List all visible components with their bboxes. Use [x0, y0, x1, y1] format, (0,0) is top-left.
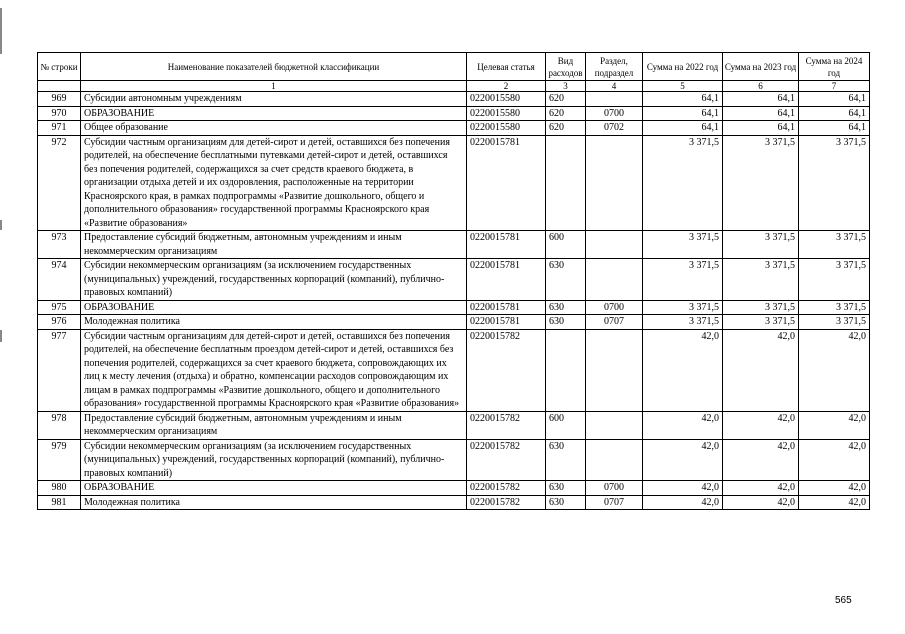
row-number-cell: 971	[38, 121, 81, 136]
row-target-cell: 0220015781	[467, 135, 546, 231]
scan-edge-mark	[0, 8, 2, 54]
row-number-cell: 969	[38, 92, 81, 107]
table-row	[38, 481, 870, 496]
row-sum-2022-cell: 42,0	[643, 495, 723, 510]
table-row	[38, 106, 870, 121]
row-sum-2022-cell: 64,1	[643, 106, 723, 121]
row-sum-2023-cell: 3 371,5	[723, 315, 799, 330]
row-name-cell: Субсидии некоммерческим организациям (за исключением государственных (муниципальных) учреждений, государственных корпораций (компаний), публично-правовых компаний)	[81, 259, 467, 301]
row-sum-2023-cell: 42,0	[723, 481, 799, 496]
row-sum-2023-cell: 3 371,5	[723, 135, 799, 231]
table-row	[38, 121, 870, 136]
page-number: 565	[835, 595, 852, 606]
row-name-cell: ОБРАЗОВАНИЕ	[81, 106, 467, 121]
row-kind-cell: 630	[546, 259, 586, 301]
table-row	[38, 439, 870, 481]
column-index-cell: 6	[723, 81, 799, 92]
row-section-cell	[586, 439, 643, 481]
row-kind-cell: 630	[546, 481, 586, 496]
table-row	[38, 259, 870, 301]
table-row	[38, 300, 870, 315]
header-sum-2023: Сумма на 2023 год	[723, 53, 799, 81]
scan-edge-mark	[0, 330, 2, 342]
column-index-cell: 2	[467, 81, 546, 92]
header-section: Раздел, подраздел	[586, 53, 643, 81]
table-header-row	[38, 53, 870, 81]
row-kind-cell	[546, 329, 586, 411]
row-sum-2023-cell: 3 371,5	[723, 259, 799, 301]
row-sum-2023-cell: 3 371,5	[723, 300, 799, 315]
row-kind-cell: 620	[546, 92, 586, 107]
column-index-cell: 7	[799, 81, 870, 92]
table-row	[38, 329, 870, 411]
header-target: Целевая статья	[467, 53, 546, 81]
table-row	[38, 231, 870, 259]
row-sum-2024-cell: 42,0	[799, 329, 870, 411]
row-target-cell: 0220015782	[467, 411, 546, 439]
row-name-cell: Субсидии некоммерческим организациям (за исключением государственных (муниципальных) учреждений, государственных корпораций (компаний), публично-правовых компаний)	[81, 439, 467, 481]
row-sum-2023-cell: 42,0	[723, 329, 799, 411]
row-kind-cell: 630	[546, 495, 586, 510]
row-kind-cell: 630	[546, 315, 586, 330]
row-target-cell: 0220015782	[467, 329, 546, 411]
row-number-cell: 981	[38, 495, 81, 510]
row-sum-2022-cell: 64,1	[643, 121, 723, 136]
row-sum-2022-cell: 42,0	[643, 411, 723, 439]
column-index-cell: 5	[643, 81, 723, 92]
row-section-cell	[586, 92, 643, 107]
row-sum-2024-cell: 3 371,5	[799, 135, 870, 231]
row-sum-2023-cell: 42,0	[723, 495, 799, 510]
row-name-cell: Молодежная политика	[81, 315, 467, 330]
header-sum-2024: Сумма на 2024 год	[799, 53, 870, 81]
row-sum-2024-cell: 42,0	[799, 495, 870, 510]
row-sum-2024-cell: 64,1	[799, 106, 870, 121]
row-sum-2022-cell: 3 371,5	[643, 300, 723, 315]
row-sum-2022-cell: 42,0	[643, 439, 723, 481]
row-section-cell: 0702	[586, 121, 643, 136]
row-kind-cell: 600	[546, 411, 586, 439]
row-sum-2022-cell: 3 371,5	[643, 259, 723, 301]
table-row	[38, 135, 870, 231]
column-index-row	[38, 81, 870, 92]
row-sum-2024-cell: 64,1	[799, 121, 870, 136]
header-sum-2022: Сумма на 2022 год	[643, 53, 723, 81]
row-target-cell: 0220015580	[467, 106, 546, 121]
row-section-cell: 0700	[586, 481, 643, 496]
row-target-cell: 0220015781	[467, 300, 546, 315]
row-kind-cell	[546, 135, 586, 231]
row-name-cell: Предоставление субсидий бюджетным, автономным учреждениям и иным некоммерческим организациям	[81, 231, 467, 259]
row-sum-2022-cell: 42,0	[643, 481, 723, 496]
row-name-cell: Субсидии автономным учреждениям	[81, 92, 467, 107]
row-target-cell: 0220015782	[467, 481, 546, 496]
row-sum-2023-cell: 42,0	[723, 439, 799, 481]
table-row	[38, 315, 870, 330]
row-number-cell: 980	[38, 481, 81, 496]
row-number-cell: 970	[38, 106, 81, 121]
table-row	[38, 411, 870, 439]
row-sum-2023-cell: 3 371,5	[723, 231, 799, 259]
row-sum-2023-cell: 64,1	[723, 92, 799, 107]
row-sum-2024-cell: 3 371,5	[799, 231, 870, 259]
row-number-cell: 975	[38, 300, 81, 315]
header-name: Наименование показателей бюджетной классификации	[81, 53, 467, 81]
column-index-cell: 1	[81, 81, 467, 92]
row-target-cell: 0220015580	[467, 92, 546, 107]
row-sum-2022-cell: 3 371,5	[643, 135, 723, 231]
row-sum-2024-cell: 64,1	[799, 92, 870, 107]
row-name-cell: Субсидии частным организациям для детей-сирот и детей, оставшихся без попечения родителей, на обеспечение бесплатными путевками детей-сирот и детей, оставшихся без попечения родителей, содержащихся за счет средств краевого бюджета, в организации отдыха детей и их оздоровления, расположенные на территории Красноярского края, в рамках подпрограммы «Развитие дошкольного, общего и дополнительного образования» государственной программы Красноярского края «Развитие образования»	[81, 135, 467, 231]
row-sum-2022-cell: 3 371,5	[643, 231, 723, 259]
row-sum-2023-cell: 42,0	[723, 411, 799, 439]
column-index-cell	[38, 81, 81, 92]
row-section-cell: 0700	[586, 300, 643, 315]
row-number-cell: 978	[38, 411, 81, 439]
row-sum-2023-cell: 64,1	[723, 106, 799, 121]
row-name-cell: ОБРАЗОВАНИЕ	[81, 300, 467, 315]
row-number-cell: 979	[38, 439, 81, 481]
row-sum-2023-cell: 64,1	[723, 121, 799, 136]
row-section-cell: 0700	[586, 106, 643, 121]
row-sum-2024-cell: 3 371,5	[799, 315, 870, 330]
row-sum-2024-cell: 3 371,5	[799, 259, 870, 301]
row-sum-2024-cell: 42,0	[799, 481, 870, 496]
row-sum-2022-cell: 64,1	[643, 92, 723, 107]
row-kind-cell: 630	[546, 439, 586, 481]
column-index-cell: 4	[586, 81, 643, 92]
table-body	[38, 92, 870, 510]
row-number-cell: 976	[38, 315, 81, 330]
header-row-no: № строки	[38, 53, 81, 81]
row-target-cell: 0220015781	[467, 315, 546, 330]
row-section-cell	[586, 231, 643, 259]
row-name-cell: Предоставление субсидий бюджетным, автономным учреждениям и иным некоммерческим организациям	[81, 411, 467, 439]
scan-edge-mark	[0, 220, 2, 230]
row-target-cell: 0220015782	[467, 495, 546, 510]
row-sum-2024-cell: 3 371,5	[799, 300, 870, 315]
row-sum-2024-cell: 42,0	[799, 439, 870, 481]
row-section-cell	[586, 411, 643, 439]
row-number-cell: 974	[38, 259, 81, 301]
header-kind: Вид расходов	[546, 53, 586, 81]
row-sum-2024-cell: 42,0	[799, 411, 870, 439]
row-number-cell: 977	[38, 329, 81, 411]
row-sum-2022-cell: 42,0	[643, 329, 723, 411]
row-number-cell: 972	[38, 135, 81, 231]
row-name-cell: ОБРАЗОВАНИЕ	[81, 481, 467, 496]
row-target-cell: 0220015781	[467, 231, 546, 259]
row-kind-cell: 620	[546, 121, 586, 136]
budget-table	[37, 52, 870, 510]
row-kind-cell: 630	[546, 300, 586, 315]
row-name-cell: Молодежная политика	[81, 495, 467, 510]
table-row	[38, 92, 870, 107]
row-section-cell	[586, 329, 643, 411]
row-kind-cell: 620	[546, 106, 586, 121]
row-section-cell: 0707	[586, 315, 643, 330]
row-name-cell: Субсидии частным организациям для детей-сирот и детей, оставшихся без попечения родителей, на обеспечение бесплатным проездом детей-сирот и детей, оставшихся без попечения родителей, содержащихся за счет краевого бюджета, сопровождающих их лиц к месту лечения (отдыха) и обратно, компенсации расходов сопровождающим их лицам в рамках подпрограммы «Развитие дошкольного, общего и дополнительного образования» государственной программы Красноярского края «Развитие образования»	[81, 329, 467, 411]
table-row	[38, 495, 870, 510]
budget-sheet	[37, 52, 870, 510]
row-section-cell	[586, 135, 643, 231]
row-section-cell: 0707	[586, 495, 643, 510]
row-number-cell: 973	[38, 231, 81, 259]
column-index-cell: 3	[546, 81, 586, 92]
row-section-cell	[586, 259, 643, 301]
row-kind-cell: 600	[546, 231, 586, 259]
row-sum-2022-cell: 3 371,5	[643, 315, 723, 330]
row-name-cell: Общее образование	[81, 121, 467, 136]
row-target-cell: 0220015781	[467, 259, 546, 301]
row-target-cell: 0220015580	[467, 121, 546, 136]
row-target-cell: 0220015782	[467, 439, 546, 481]
